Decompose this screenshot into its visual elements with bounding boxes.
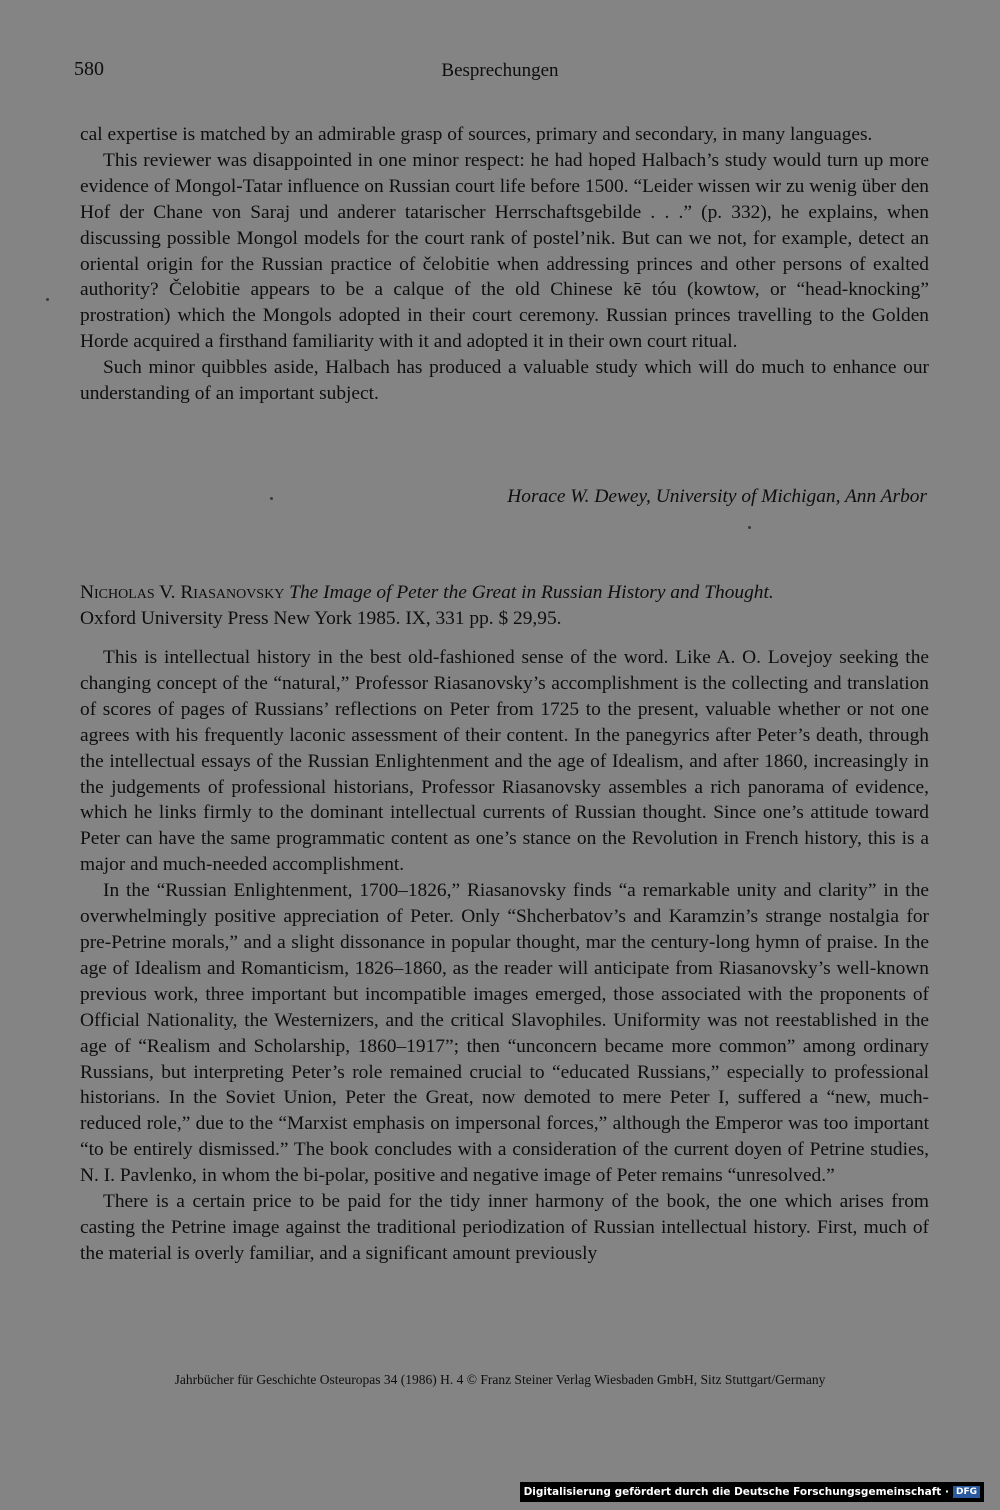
review-1-paragraph: Such minor quibbles aside, Halbach has produced a valuable study which will do much to enhance our understanding of an important subject. [80, 357, 929, 405]
book-author: Nicholas V. Riasanovsky [80, 582, 285, 603]
review-2-header [80, 580, 929, 632]
review-1-paragraph: cal expertise is matched by an admirable grasp of sources, primary and secondary, in many languages. [80, 124, 873, 145]
book-publication: Oxford University Press New York 1985. IX, 331 pp. $ 29,95. [80, 608, 562, 629]
dfg-logo: DFG [953, 1486, 980, 1498]
review-2-paragraph: This is intellectual history in the best old-fashioned sense of the word. Like A. O. Lovejoy seeking the changing concept of the “natural,” Professor Riasanovsky’s accomplishment is the collecting and translation of scores of pages of Russians’ reflections on Peter from 1725 to the present, valuable whether or not one agrees with his frequently laconic assessment of their content. In the panegyrics after Peter’s death, through the intellectual essays of the Russian Enlightenment and the age of Idealism, and after 1860, increasingly in the judgements of professional historians, Professor Riasanovsky assembles a rich panorama of evidence, which he links firmly to the dominant intellectual currents of Russian thought. Since one’s attitude toward Peter can have the same programmatic content as one’s stance on the Revolution in French history, this is a major and much-needed accomplishment. [80, 647, 929, 876]
review-2-paragraph: There is a certain price to be paid for the tidy inner harmony of the book, the one which arises from casting the Petrine image against the traditional periodization of Russian intellectual history. First, much of the material is overly familiar, and a significant amount previously [80, 1191, 929, 1264]
running-head: Besprechungen [441, 60, 559, 81]
review-2-body [80, 645, 929, 1267]
review-1-paragraph: This reviewer was disappointed in one minor respect: he had hoped Halbach’s study would turn up more evidence of Mongol-Tatar influence on Russian court life before 1500. “Leider wissen wir zu wenig über den Hof der Chane von Saraj und anderer tatarischer Herrschaftsgebilde . . .” (p. 332), he explains, when discussing possible Mongol models for the court rank of postel’nik. But can we not, for example, detect an oriental origin for the Russian practice of čelobitie when addressing princes and other persons of exalted authority? Čelobitie appears to be a calque of the old Chinese kē tóu (kowtow, or “head-knocking” prostration) which the Mongols adopted in their court ceremony. Russian princes travelling to the Golden Horde acquired a firsthand familiarity with it and adopted it in their own court ritual. [80, 149, 929, 353]
digitization-text: Digitalisierung gefördert durch die Deutsche Forschungsgemeinschaft · [523, 1486, 949, 1498]
scan-speck [748, 526, 751, 529]
journal-footer: Jahrbücher für Geschichte Osteuropas 34 (1986) H. 4 © Franz Steiner Verlag Wiesbaden GmbH, Sitz Stuttgart/Germany [174, 1372, 826, 1387]
digitization-banner [520, 1482, 984, 1502]
scan-speck [270, 497, 273, 500]
reviewer-signature: Horace W. Dewey, University of Michigan, Ann Arbor [507, 486, 927, 507]
review-2-paragraph: In the “Russian Enlightenment, 1700–1826,” Riasanovsky finds “a remarkable unity and clarity” in the overwhelmingly positive appreciation of Peter. Only “Shcherbatov’s and Karamzin’s strange nostalgia for pre-Petrine morals,” and a slight dissonance in popular thought, mar the century-long hymn of praise. In the age of Idealism and Romanticism, 1826–1860, as the reader will anticipate from Riasanovsky’s well-known previous work, three important but incompatible images emerged, those associated with the proponents of Official Nationality, the Westernizers, and the critical Slavophiles. Uniformity was not reestablished in the age of “Realism and Scholarship, 1860–1917”; then “unconcern became more common” among ordinary Russians, but interpreting Peter’s role remained crucial to “educated Russians,” especially to professional historians. In the Soviet Union, Peter the Great, now demoted to mere Peter I, suffered a “new, much-reduced role,” due to the “Marxist emphasis on impersonal forces,” although the Emperor was too important “to be entirely dismissed.” The book concludes with a consideration of the current doyen of Petrine studies, N. I. Pavlenko, in whom the bi-polar, positive and negative image of Peter remains “unresolved.” [80, 880, 929, 1187]
scan-speck [46, 298, 49, 301]
book-title: The Image of Peter the Great in Russian History and Thought. [289, 582, 774, 603]
page-number: 580 [74, 58, 104, 80]
review-1-body [80, 122, 929, 407]
